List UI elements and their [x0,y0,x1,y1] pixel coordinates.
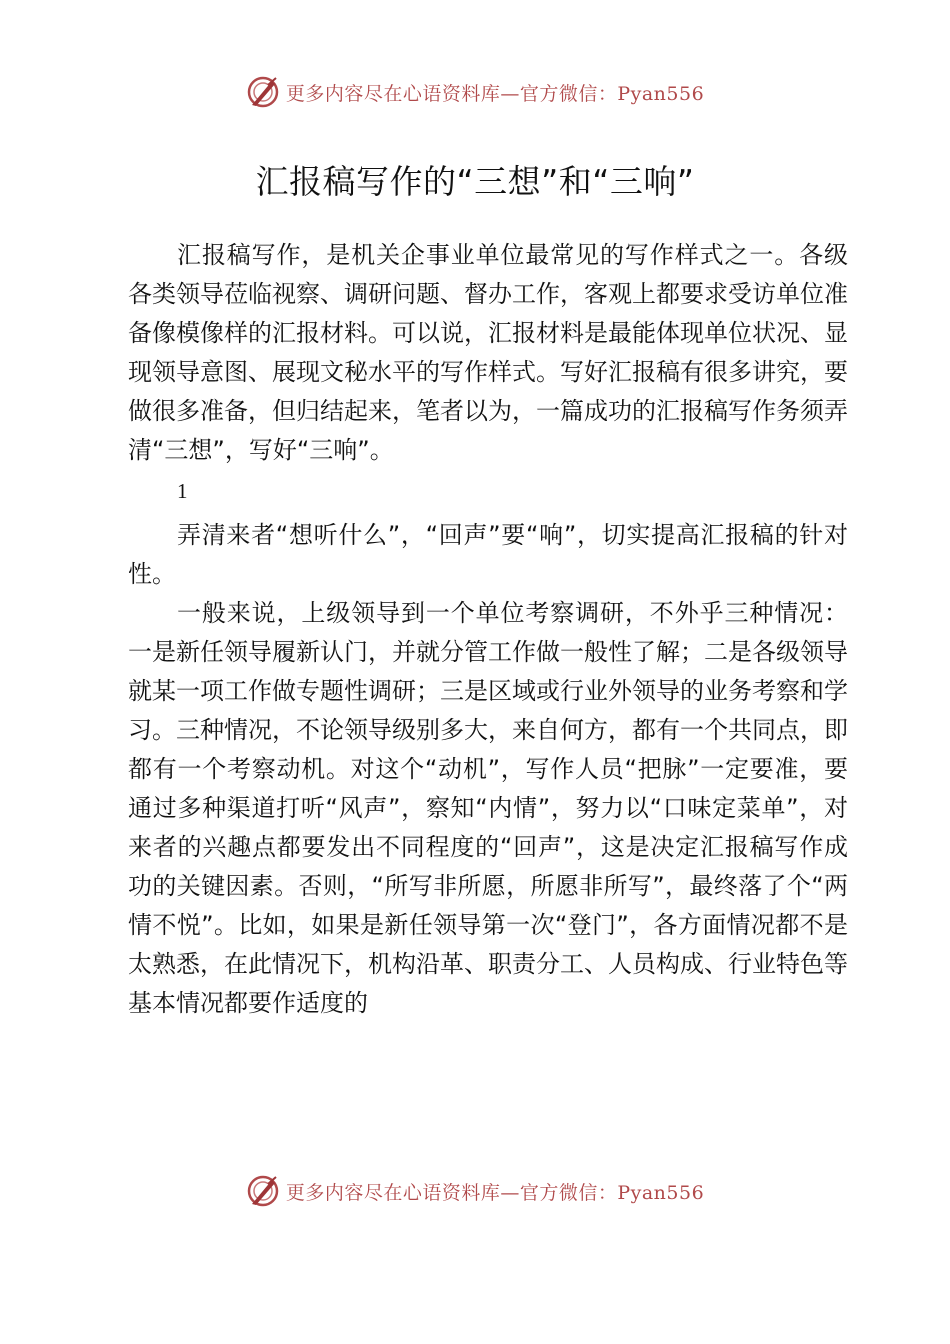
quill-logo-icon [246,75,280,109]
document-body [128,236,848,1023]
quill-logo-icon [246,1174,280,1208]
section-number: 1 [177,479,188,503]
intro-paragraph: 汇报稿写作，是机关企事业单位最常见的写作样式之一。各级各类领导莅临视察、调研问题、督办工作，客观上都要求受访单位准备像模像样的汇报材料。可以说，汇报材料是最能体现单位状况、显现领导意图、展现文秘水平的写作样式。写好汇报稿有很多讲究，要做很多准备，但归结起来，笔者以为，一篇成功的汇报稿写作务须弄清“三想”，写好“三响”。 [128,241,848,464]
header-banner [0,72,950,112]
section-paragraph: 一般来说，上级领导到一个单位考察调研，不外乎三种情况：一是新任领导履新认门，并就分管工作做一般性了解；二是各级领导就某一项工作做专题性调研；三是区域或行业外领导的业务考察和学习。三种情况，不论领导级别多大，来自何方，都有一个共同点，即都有一个考察动机。对这个“动机”，写作人员“把脉”一定要准，要通过多种渠道打听“风声”，察知“内情”，努力以“口味定菜单”，对来者的兴趣点都要发出不同程度的“回声”，这是决定汇报稿写作成功的关键因素。否则，“所写非所愿，所愿非所写”，最终落了个“两情不悦”。比如，如果是新任领导第一次“登门”，各方面情况都不是太熟悉，在此情况下，机构沿革、职责分工、人员构成、行业特色等基本情况都要作适度的 [128,599,848,1017]
document-title: 汇报稿写作的“三想”和“三响” [255,162,695,201]
footer-banner-text: 更多内容尽在心语资料库—官方微信：Pyan556 [285,1181,705,1204]
header-banner-text: 更多内容尽在心语资料库—官方微信：Pyan556 [285,82,705,105]
footer-banner [0,1171,950,1211]
section-heading: 弄清来者“想听什么”，“回声”要“响”，切实提高汇报稿的针对性。 [128,521,848,588]
